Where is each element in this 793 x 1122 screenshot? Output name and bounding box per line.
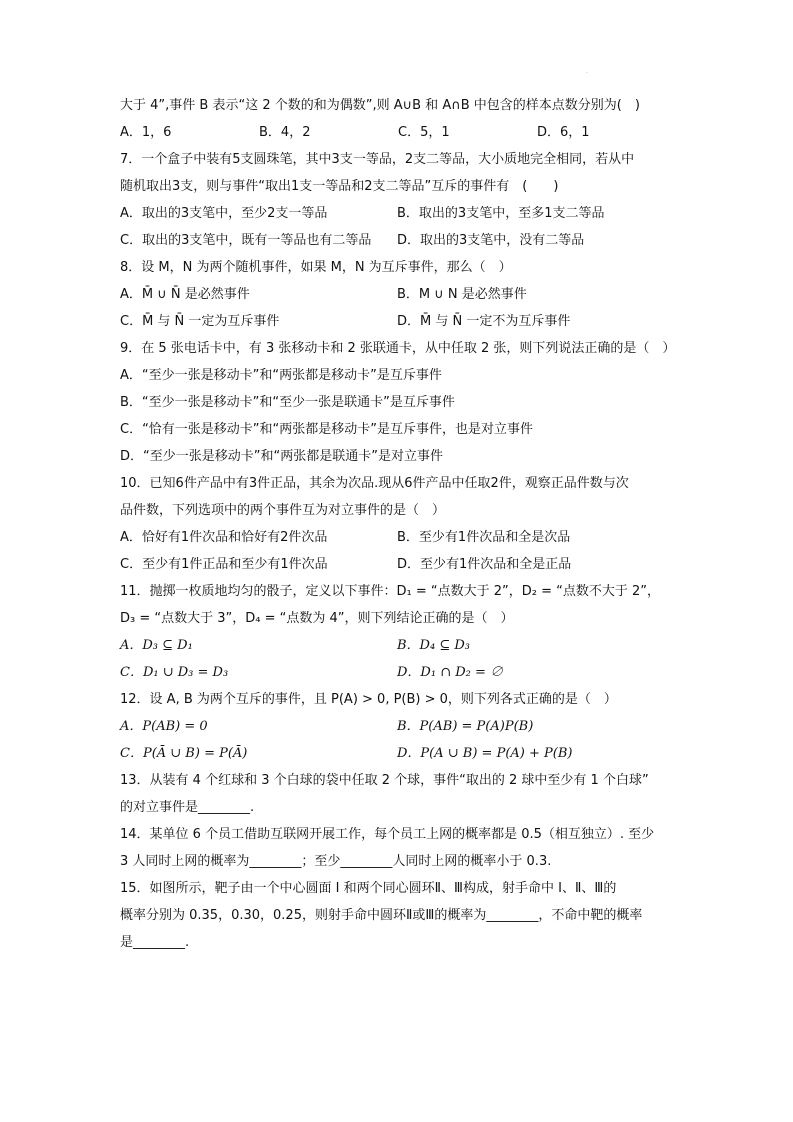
q15-line-1: 15．如图所示，靶子由一个中心圆面 I 和两个同心圆环Ⅱ、Ⅲ构成，射手命中 I、Ⅱ、Ⅲ的 (120, 881, 617, 896)
q11-options-row-2 (120, 659, 680, 686)
q6-line-1: 大于 4”,事件 B 表示“这 2 个数的和为偶数”,则 A∪B 和 A∩B 中包含的样本点数分别为( ) (120, 98, 640, 113)
q12-option-b: B．P(AB) = P(A)P(B) (397, 719, 534, 734)
q11-line-2: D₃ = “点数大于 3”，D₄ = “点数为 4”，则下列结论正确的是（ ） (120, 611, 514, 626)
q11-line-1: 11．抛掷一枚质地均匀的骰子，定义以下事件：D₁ = “点数大于 2”，D₂ = “点数不大于 2”， (120, 584, 661, 599)
q9-option-b: B．“至少一张是移动卡”和“至少一张是联通卡”是互斥事件 (120, 395, 455, 410)
q8-line-1: 8．设 M，N 为两个随机事件，如果 M，N 为互斥事件，那么（ ） (120, 260, 512, 275)
q12-options-row-1 (120, 713, 680, 740)
q7-option-d: D．取出的3支笔中，没有二等品 (397, 233, 585, 248)
q11-option-c: C．D₁ ∪ D₃ = D₃ (120, 665, 229, 680)
q13-line-1: 13．从装有 4 个红球和 3 个白球的袋中任取 2 个球，事件“取出的 2 球中至少有 1 个白球” (120, 773, 649, 788)
q10-options-row-2 (120, 551, 680, 578)
q7-line-2: 随机取出3支，则与事件“取出1支一等品和2支二等品”互斥的事件有 ( ) (120, 179, 559, 194)
q7-options-row-2 (120, 227, 680, 254)
q7-line-1: 7．一个盒子中装有5支圆珠笔，其中3支一等品，2支二等品，大小质地完全相同，若从中 (120, 152, 635, 167)
q6-option-a: A．1，6 (120, 125, 172, 140)
q10-line-2: 品件数，下列选项中的两个事件互为对立事件的是（ ） (120, 503, 446, 518)
q6-option-c: C．5，1 (398, 125, 450, 140)
q8-option-a: A．M̄ ∪ N̄ 是必然事件 (120, 287, 250, 302)
q10-option-a: A．恰好有1件次品和恰好有2件次品 (120, 530, 328, 545)
q14-line-2: 3 人同时上网的概率为________；至少________人同时上网的概率小于 0.3. (120, 854, 552, 869)
q9-option-a: A．“至少一张是移动卡”和“两张都是移动卡”是互斥事件 (120, 368, 442, 383)
q12-option-d: D．P(A ∪ B) = P(A) + P(B) (397, 746, 573, 761)
q9-option-d: D．“至少一张是移动卡”和“两张都是联通卡”是对立事件 (120, 449, 443, 464)
q8-option-c: C．M̄ 与 N̄ 一定为互斥事件 (120, 314, 280, 329)
q12-option-c: C．P(Ā ∪ B) = P(Ā) (120, 746, 248, 761)
q7-option-c: C．取出的3支笔中，既有一等品也有二等品 (120, 233, 372, 248)
corner-mark: · (586, 70, 588, 77)
q6-options (120, 119, 680, 146)
q11-options-row-1 (120, 632, 680, 659)
q11-option-b: B．D₄ ⊆ D₃ (397, 638, 470, 653)
q7-option-a: A．取出的3支笔中，至少2支一等品 (120, 206, 328, 221)
q10-option-b: B．至少有1件次品和全是次品 (397, 530, 571, 545)
q11-option-a: A．D₃ ⊆ D₁ (120, 638, 193, 653)
q6-option-d: D．6，1 (537, 125, 590, 140)
q7-option-b: B．取出的3支笔中，至多1支二等品 (397, 206, 605, 221)
q9-option-c: C．“恰有一张是移动卡”和“两张都是移动卡”是互斥事件，也是对立事件 (120, 422, 534, 437)
q10-option-c: C．至少有1件正品和至少有1件次品 (120, 557, 328, 572)
q15-line-2: 概率分别为 0.35，0.30，0.25，则射手命中圆环Ⅱ或Ⅲ的概率为________，不命中靶的概率 (120, 908, 643, 923)
q8-options-row-1 (120, 281, 680, 308)
question-list (120, 92, 680, 956)
q11-option-d: D．D₁ ∩ D₂ = ∅ (397, 665, 504, 680)
q6-option-b: B．4，2 (259, 125, 311, 140)
q14-line-1: 14．某单位 6 个员工借助互联网开展工作，每个员工上网的概率都是 0.5（相互独立）. 至少 (120, 827, 655, 842)
q12-option-a: A．P(AB) = 0 (120, 719, 208, 734)
q9-line-1: 9．在 5 张电话卡中，有 3 张移动卡和 2 张联通卡，从中任取 2 张，则下列说法正确的是（ ） (120, 341, 676, 356)
q13-line-2: 的对立事件是________. (120, 800, 255, 815)
q12-line-1: 12．设 A, B 为两个互斥的事件，且 P(A) > 0, P(B) > 0，则下列各式正确的是（ ） (120, 692, 617, 707)
q10-line-1: 10．已知6件产品中有3件正品，其余为次品.现从6件产品中任取2件，观察正品件数与次 (120, 476, 629, 491)
q10-option-d: D．至少有1件次品和全是正品 (397, 557, 572, 572)
q7-options-row-1 (120, 200, 680, 227)
q8-option-d: D．M̄ 与 N̄ 一定不为互斥事件 (397, 314, 571, 329)
q12-options-row-2 (120, 740, 680, 767)
q8-options-row-2 (120, 308, 680, 335)
q10-options-row-1 (120, 524, 680, 551)
q15-line-3: 是________. (120, 935, 190, 950)
q8-option-b: B．M ∪ N 是必然事件 (397, 287, 527, 302)
